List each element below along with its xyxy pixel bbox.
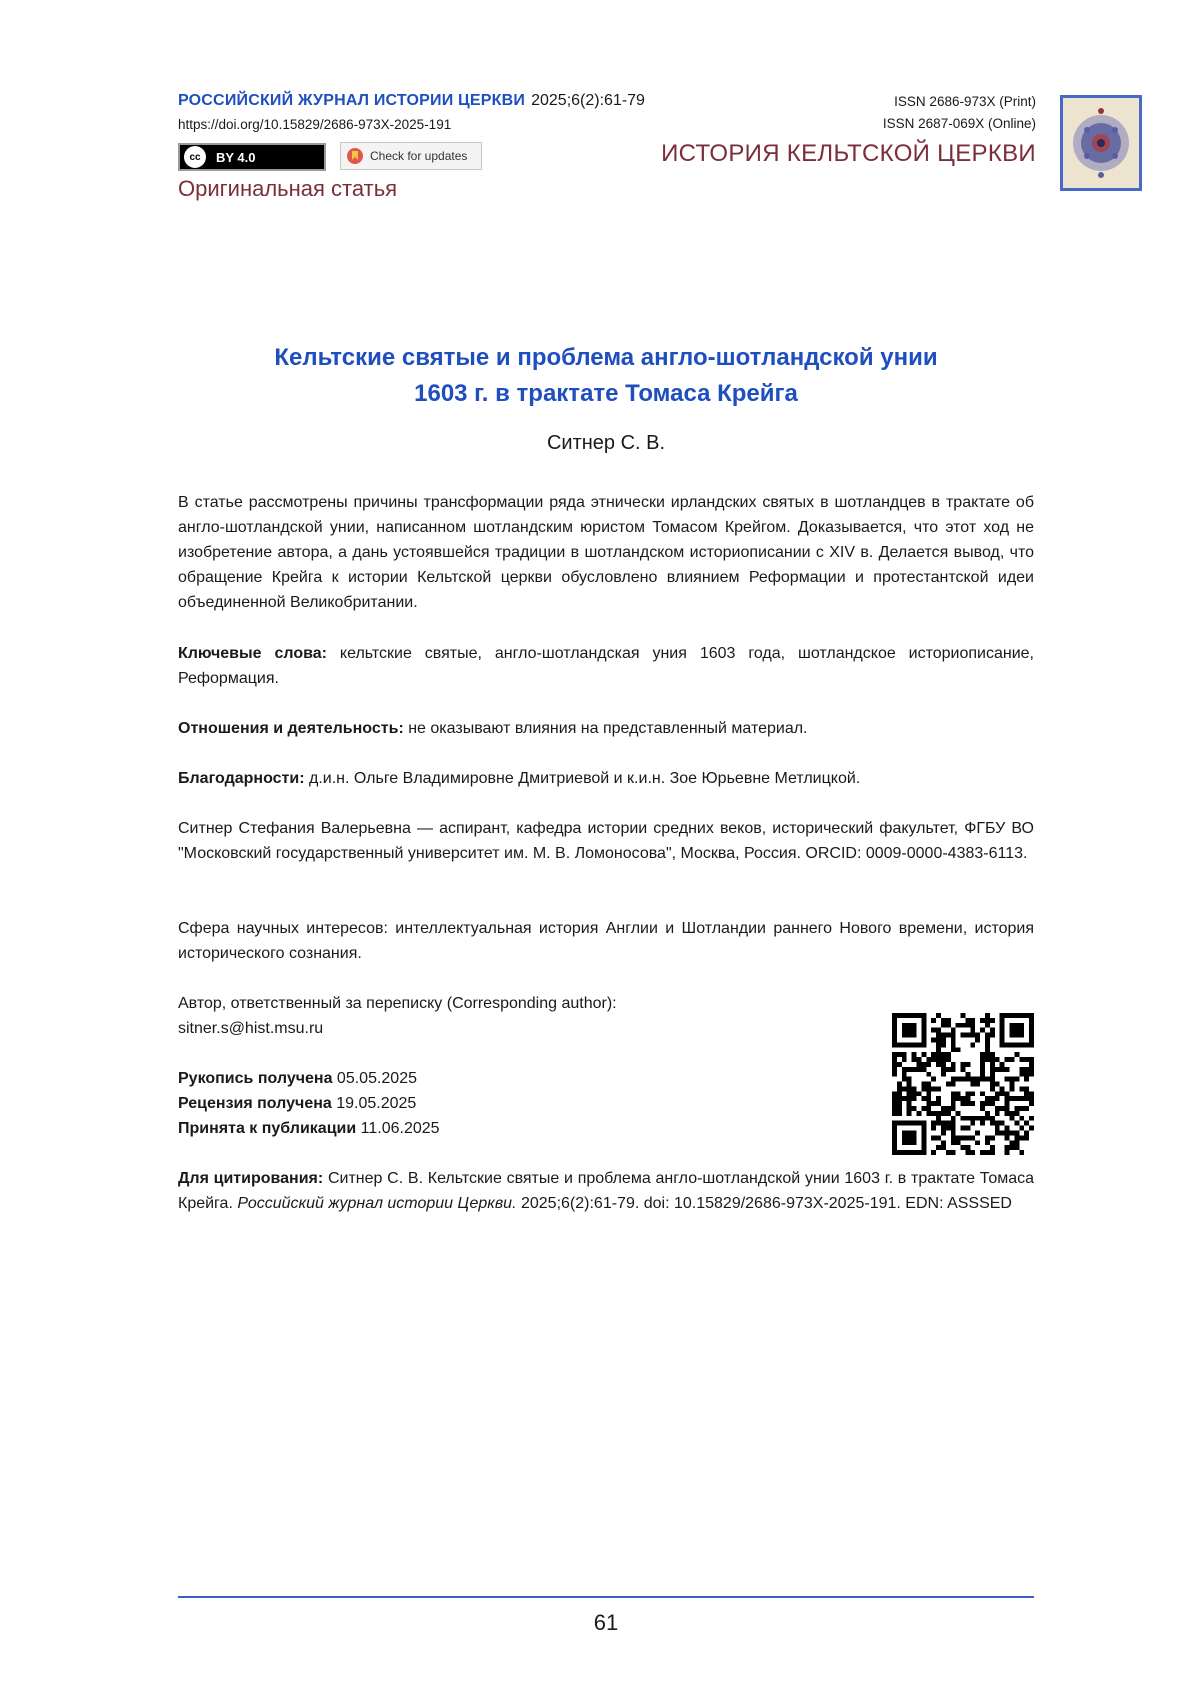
section-title: ИСТОРИЯ КЕЛЬТСКОЙ ЦЕРКВИ bbox=[661, 140, 1036, 167]
conflicts-label: Отношения и деятельность: bbox=[178, 720, 404, 737]
citation-details: 2025;6(2):61-79. doi: 10.15829/2686-973X-2025-191. EDN: ASSSED bbox=[520, 1195, 1012, 1212]
journal-issue: 2025;6(2):61-79 bbox=[531, 92, 645, 109]
check-updates-badge[interactable] bbox=[340, 142, 482, 170]
article-title bbox=[178, 340, 1034, 412]
review-date: 19.05.2025 bbox=[336, 1095, 417, 1112]
cc-license-badge[interactable] bbox=[178, 143, 326, 171]
ack-label: Благодарности: bbox=[178, 770, 305, 787]
research-interests: Сфера научных интересов: интеллектуальная история Англии и Шотландии раннего Нового времени, история исторического сознания. bbox=[178, 920, 1034, 962]
journal-logo-icon bbox=[1060, 95, 1142, 191]
accepted-label: Принята к публикации bbox=[178, 1120, 357, 1137]
conflicts-of-interest bbox=[178, 716, 1034, 741]
check-updates-label: Check for updates bbox=[370, 149, 468, 163]
keywords-label: Ключевые слова: bbox=[178, 645, 327, 662]
keywords bbox=[178, 641, 1034, 691]
author-affiliation: Ситнер Стефания Валерьевна — аспирант, кафедра истории средних веков, исторический факультет, ФГБУ ВО "Московский государственный университет им. М. В. Ломоносова", Москва, Россия. ORCID: 0009-0000-4383-6113. bbox=[178, 820, 1034, 862]
journal-name: РОССИЙСКИЙ ЖУРНАЛ ИСТОРИИ ЦЕРКВИ bbox=[178, 92, 526, 109]
qr-code-icon[interactable] bbox=[892, 1013, 1034, 1155]
citation-journal: Российский журнал истории Церкви. bbox=[237, 1195, 517, 1212]
accepted-date: 11.06.2025 bbox=[360, 1120, 440, 1137]
footer-rule bbox=[178, 1596, 1034, 1598]
citation bbox=[178, 1166, 1034, 1216]
received-label: Рукопись получена bbox=[178, 1070, 333, 1087]
article-type: Оригинальная статья bbox=[178, 176, 398, 201]
issn-print: ISSN 2686-973X (Print) bbox=[894, 94, 1036, 109]
title-line-1: Кельтские святые и проблема англо-шотландской унии bbox=[274, 344, 938, 371]
ack-text: д.и.н. Ольге Владимировне Дмитриевой и к.и.н. Зое Юрьевне Метлицкой. bbox=[308, 770, 861, 787]
corr-label: Автор, ответственный за переписку (Corresponding author): bbox=[178, 995, 617, 1012]
license-label: BY 4.0 bbox=[216, 149, 256, 165]
conflicts-text: не оказывают влияния на представленный материал. bbox=[408, 720, 808, 737]
review-label: Рецензия получена bbox=[178, 1095, 332, 1112]
received-date: 05.05.2025 bbox=[336, 1070, 417, 1087]
abstract: В статье рассмотрены причины трансформации ряда этнически ирландских святых в шотландцев в трактате об англо-шотландской унии, написанном шотландским юристом Томасом Крейгом. Доказывается, что этот ход не изобретение автора, а дань устоявшейся традиции в шотландском историописании с XIV в. Делается вывод, что обращение Крейга к истории Кельтской церкви обусловлено влиянием Реформации и протестантской идеи объединенной Великобритании. bbox=[178, 494, 1034, 611]
page-number: 61 bbox=[593, 1610, 619, 1635]
citation-label: Для цитирования: bbox=[178, 1170, 324, 1187]
acknowledgements bbox=[178, 766, 1034, 791]
creative-commons-icon: cc bbox=[184, 146, 206, 168]
journal-line bbox=[178, 92, 645, 110]
corr-email-link[interactable]: sitner.s@hist.msu.ru bbox=[178, 1020, 324, 1037]
issn-online: ISSN 2687-069X (Online) bbox=[882, 116, 1036, 131]
authors: Ситнер С. В. bbox=[546, 432, 666, 454]
keywords-text: кельтские святые, англо-шотландская уния 1603 года, шотландское историописание, Реформация. bbox=[178, 645, 1034, 687]
crossmark-icon bbox=[346, 147, 364, 165]
doi-link[interactable]: https://doi.org/10.15829/2686-973X-2025-191 bbox=[178, 117, 452, 132]
citation-text: Ситнер С. В. Кельтские святые и проблема англо-шотландской унии 1603 г. в трактате Томаса Крейга. bbox=[178, 1170, 1035, 1212]
title-line-2: 1603 г. в трактате Томаса Крейга bbox=[414, 380, 798, 407]
